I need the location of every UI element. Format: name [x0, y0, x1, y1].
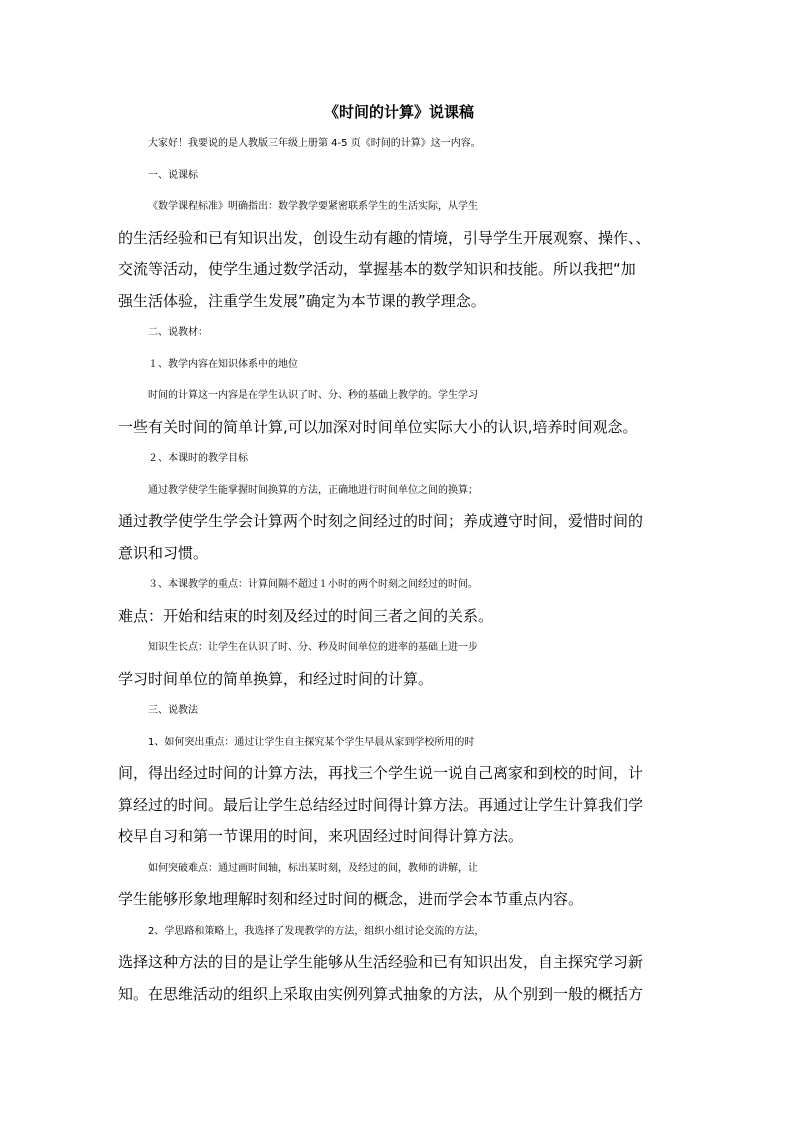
text-line: 的生活经验和已有知识出发，创设生动有趣的情境，引导学生开展观察、操作、、 [118, 228, 651, 247]
text-line: 校早自习和第一节课用的时间，来巩固经过时间得计算方法。 [118, 827, 524, 845]
text-line: ３、本课教学的重点：计算间隔不超过１小时的两个时刻之间经过的时间。 [148, 579, 478, 590]
text-line: 2、学思路和策略上，我选择了发现教学的方法，组织小组讨论交流的方法， [148, 925, 485, 937]
text-line: １、教学内容在知识体系中的地位 [148, 358, 298, 370]
text-line: 一、说课标 [148, 169, 198, 181]
text-line: 知。在思维活动的组织上采取由实例列算式抽象的方法，从个别到一般的概括方 [118, 984, 644, 1003]
document-page [118, 96, 680, 1010]
text-line: 通过教学使学生能掌握时间换算的方法，正确地进行时间单位之间的换算； [148, 484, 478, 496]
text-line: 时间的计算这一内容是在学生认识了时、分、秒的基础上教学的。学生学习 [148, 390, 478, 401]
text-line: 强生活体验，注重学生发展”确定为本节课的教学理念。 [118, 291, 486, 310]
text-line: 1、如何突出重点：通过让学生自主探究某个学生早晨从家到学校所用的时 [148, 736, 475, 748]
text-line: 交流等活动，使学生通过数学活动，掌握基本的数学知识和技能。所以我把“加 [118, 260, 636, 278]
text-line: 《数学课程标准》明确指出：数学教学要紧密联系学生的生活实际，从学生 [148, 201, 478, 212]
text-line: 如何突破难点：通过画时间轴，标出某时刻，及经过的间，教师的讲解，让 [148, 862, 478, 874]
text-line: 学习时间单位的简单换算，和经过时间的计算。 [118, 669, 434, 688]
text-line: 二、说教材： [148, 327, 208, 338]
text-line: 大家好！我要说的是人教版三年级上册第 4-5 页《时间的计算》这一内容。 [148, 138, 481, 149]
document-body [118, 128, 680, 1010]
text-line: 意识和习惯。 [118, 543, 209, 562]
text-line: 间，得出经过时间的计算方法，再找三个学生说一说自己离家和到校的时间，计 [118, 764, 644, 782]
text-line: 选择这种方法的目的是让学生能够从生活经验和已有知识出发，自主探究学习新 [118, 953, 644, 971]
text-line: 知识生长点：让学生在认识了时、分、秒及时间单位的进率的基础上进一步 [148, 642, 478, 653]
text-line: 一些有关时间的简单计算,可以加深对时间单位实际大小的认识,培养时间观念。 [118, 417, 638, 436]
text-line: 通过教学使学生学会计算两个时刻之间经过的时间；养成遵守时间，爱惜时间的 [118, 512, 644, 530]
text-line: 学生能够形象地理解时刻和经过时间的概念，进而学会本节重点内容。 [118, 890, 584, 908]
text-line: 算经过的时间。最后让学生总结经过时间得计算方法。再通过让学生计算我们学 [118, 795, 644, 814]
text-line: ２、本课时的教学目标 [148, 453, 248, 464]
document-title: 《时间的计算》说课稿 [323, 103, 474, 121]
text-line: 难点：开始和结束的时刻及经过的时间三者之间的关系。 [118, 606, 494, 625]
text-line: 三、说教法 [148, 705, 198, 716]
